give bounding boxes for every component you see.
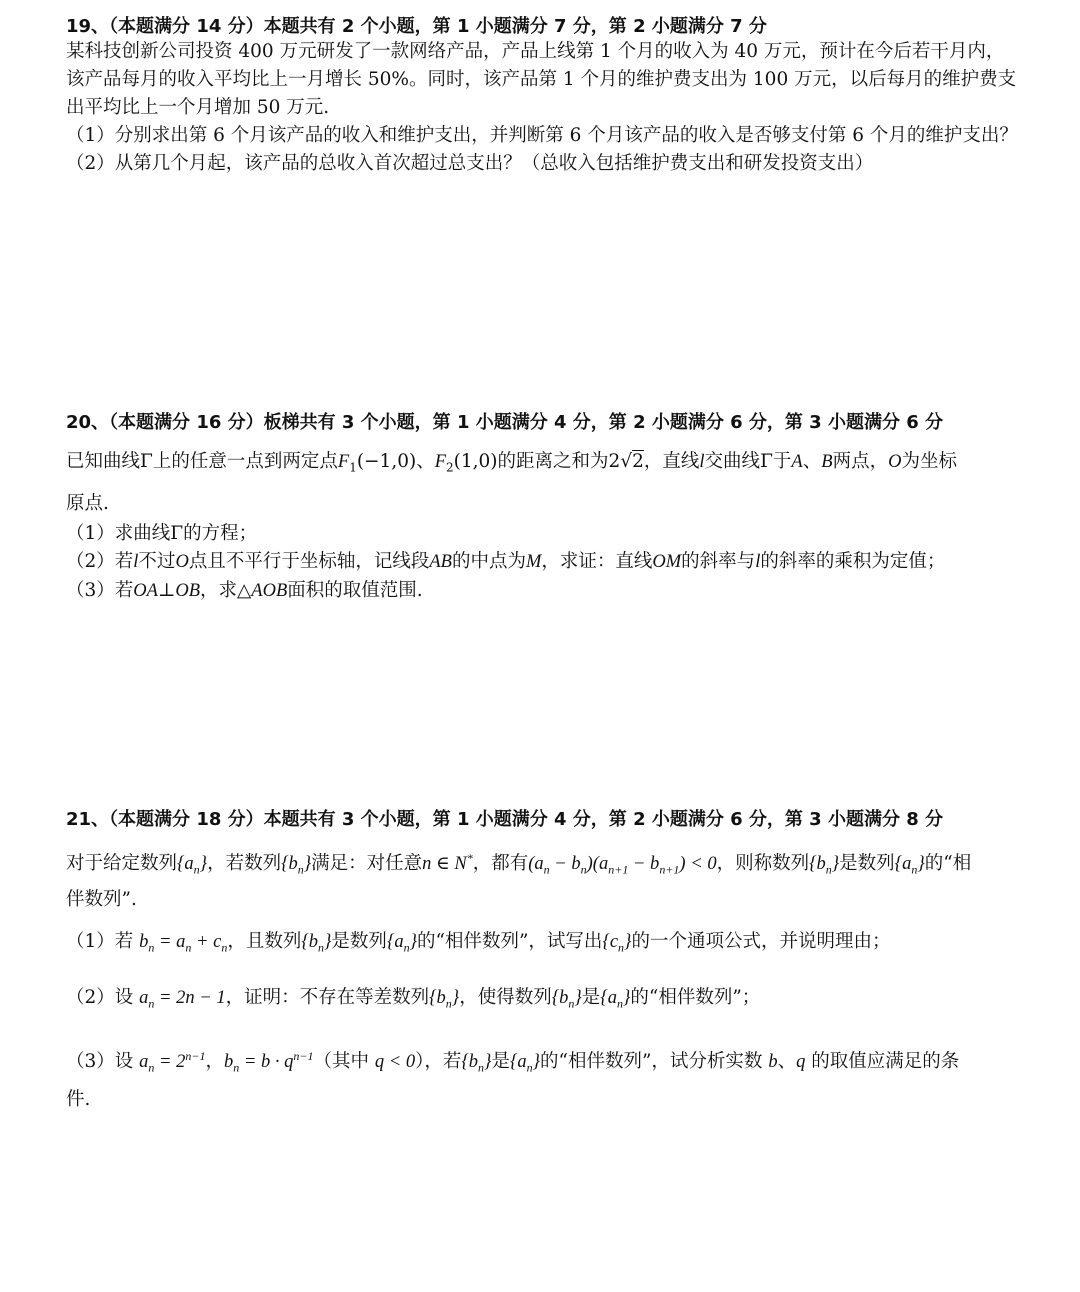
q20-header: 20、（本题满分 16 分）板梯共有 3 个小题，第 1 小题满分 4 分，第 2 小题满分 6 分，第 3 小题满分 6 分 bbox=[66, 412, 944, 433]
point-o: O bbox=[175, 552, 189, 572]
q21-part-3: （3）设 $a_n = 2^{n-1}$，$b_n = b \cdot q^{n-1}$（其中 q < 0），若$\{b_n\}$是$\{a_n\}$的“相伴数列”，试分析实数 b、q 的取值应满足的条 bbox=[66, 1049, 960, 1075]
q20-p1-text: （1）求曲线 bbox=[66, 523, 171, 544]
gamma-symbol: Γ bbox=[170, 523, 184, 544]
q21-header: 21、（本题满分 18 分）本题共有 3 个小题，第 1 小题满分 4 分，第 2 小题满分 6 分，第 3 小题满分 8 分 bbox=[66, 809, 944, 830]
vector-ob: OB bbox=[175, 581, 201, 601]
q19-body-line-3: 出平均比上一个月增加 50 万元. bbox=[66, 97, 330, 118]
q20-stem-text: 上的任意一点到两定点 bbox=[152, 451, 338, 472]
point-m: M bbox=[525, 552, 542, 572]
q20-p2-text: ，求证：直线 bbox=[541, 551, 653, 572]
perp-symbol: ⊥ bbox=[157, 580, 176, 601]
q21-stem-text: 对于给定数列 bbox=[66, 853, 178, 875]
gamma-symbol: Γ bbox=[760, 451, 773, 472]
q20-part-1 bbox=[66, 520, 257, 548]
q20-stem-text: 于 bbox=[772, 451, 792, 472]
q20-p2-text: 的斜率的乘积为定值； bbox=[760, 551, 946, 572]
q20-stem-line-1 bbox=[66, 448, 957, 482]
q20-p3-text: ，求 bbox=[200, 580, 238, 601]
q20-stem-text: 、 bbox=[802, 451, 822, 472]
q20-p2-text: 的中点为 bbox=[451, 551, 526, 572]
sum-radicand: 2 bbox=[632, 451, 644, 472]
line-l: l bbox=[699, 452, 705, 472]
q19-part-2: （2）从第几个月起，该产品的总收入首次超过总支出？（总收入包括维护费支出和研发投资支出） bbox=[66, 153, 874, 174]
point-a: A bbox=[791, 452, 803, 472]
q20-stem-text: 交曲线 bbox=[704, 451, 761, 472]
segment-ab: AB bbox=[429, 552, 452, 572]
q21-part-2: （2）设 $a_n = 2n - 1$，证明：不存在等差数列$\{b_n\}$，使得数列$\{b_n\}$是$\{a_n\}$的“相伴数列”； bbox=[66, 987, 761, 1011]
q21-stem-text: ，则称数列 bbox=[716, 853, 810, 875]
q20-stem-text: ，直线 bbox=[643, 451, 700, 472]
q20-p2-text: （2）若 bbox=[66, 551, 134, 572]
q19-body-line-1: 某科技创新公司投资 400 万元研发了一款网络产品，产品上线第 1 个月的收入为 40 万元，预计在今后若干月内， bbox=[66, 41, 1005, 62]
q20-p2-text: 点且不平行于坐标轴，记线段 bbox=[188, 551, 430, 572]
q20-stem-text: 已知曲线 bbox=[66, 451, 141, 472]
q21-stem-line-1 bbox=[66, 844, 971, 884]
q20-p1-text: 的方程； bbox=[183, 523, 258, 544]
q20-p2-text: 的斜率与 bbox=[681, 551, 756, 572]
f2-coord: (1,0) bbox=[453, 451, 498, 472]
line-om: OM bbox=[652, 552, 682, 572]
line-l: l bbox=[755, 552, 761, 572]
q21-part-3-cont: 件. bbox=[66, 1089, 91, 1110]
q20-stem-text: 的距离之和为 bbox=[497, 451, 609, 472]
f1-coord: (−1,0) bbox=[356, 451, 417, 472]
q21-stem-text: ，若数列 bbox=[207, 853, 282, 875]
condition: n ∈ N* bbox=[422, 851, 473, 875]
sqrt-sign: √ bbox=[620, 451, 633, 472]
f2-sub: 2 bbox=[446, 460, 454, 475]
q21-stem-line-2: 伴数列”. bbox=[66, 889, 137, 910]
q20-p3-text: 面积的取值范围. bbox=[287, 580, 423, 601]
q21-stem-text: 是数列 bbox=[839, 853, 895, 875]
q21-part-1: （1）若 $b_n = a_n + c_n$，且数列$\{b_n\}$是数列$\{a_n\}$的“相伴数列”，试写出$\{c_n\}$的一个通项公式，并说明理由； bbox=[66, 931, 891, 955]
point-o: O bbox=[888, 452, 902, 472]
vector-oa: OA bbox=[133, 581, 158, 601]
q19-part-1: （1）分别求出第 6 个月该产品的收入和维护支出，并判断第 6 个月该产品的收入是否够支付第 6 个月的维护支出？ bbox=[66, 125, 1018, 146]
q19-header: 19、（本题满分 14 分）本题共有 2 个小题，第 1 小题满分 7 分，第 2 小题满分 7 分 bbox=[66, 16, 767, 37]
q20-p3-text: （3）若 bbox=[66, 580, 134, 601]
q20-stem-text: 两点， bbox=[832, 451, 889, 472]
separator: 、 bbox=[416, 451, 435, 472]
triangle-symbol: △ bbox=[237, 580, 252, 601]
seq-a: $\{a_n\}$ bbox=[177, 854, 208, 877]
seq-b: $\{b_n\}$ bbox=[281, 854, 312, 877]
f1-sub: 1 bbox=[349, 460, 357, 475]
inequality: $(a_n - b_n)(a_{n+1} - b_{n+1}) < 0$ bbox=[528, 854, 717, 877]
q21-stem-text: 的“相 bbox=[924, 853, 972, 875]
seq-a: $\{a_n\}$ bbox=[894, 854, 925, 877]
gamma-symbol: Γ bbox=[140, 451, 153, 472]
q21-stem-text: 满足：对任意 bbox=[311, 853, 423, 875]
f1-label: F bbox=[337, 452, 350, 472]
q20-stem-line-2: 原点. bbox=[66, 493, 109, 514]
point-b: B bbox=[821, 452, 833, 472]
f2-label: F bbox=[434, 452, 447, 472]
q20-p2-text: 不过 bbox=[138, 551, 176, 572]
q20-part-2 bbox=[66, 548, 945, 576]
seq-b: $\{b_n\}$ bbox=[809, 854, 840, 877]
triangle-aob: AOB bbox=[251, 581, 288, 601]
q21-stem-text: ，都有 bbox=[472, 853, 529, 875]
line-l: l bbox=[133, 552, 139, 572]
q20-part-3 bbox=[66, 577, 423, 605]
sum-coef: 2 bbox=[608, 451, 621, 472]
q20-stem-text: 为坐标 bbox=[901, 451, 957, 472]
q19-body-line-2: 该产品每月的收入平均比上一月增长 50%。同时，该产品第 1 个月的维护费支出为 100 万元，以后每月的维护费支 bbox=[66, 69, 1017, 90]
